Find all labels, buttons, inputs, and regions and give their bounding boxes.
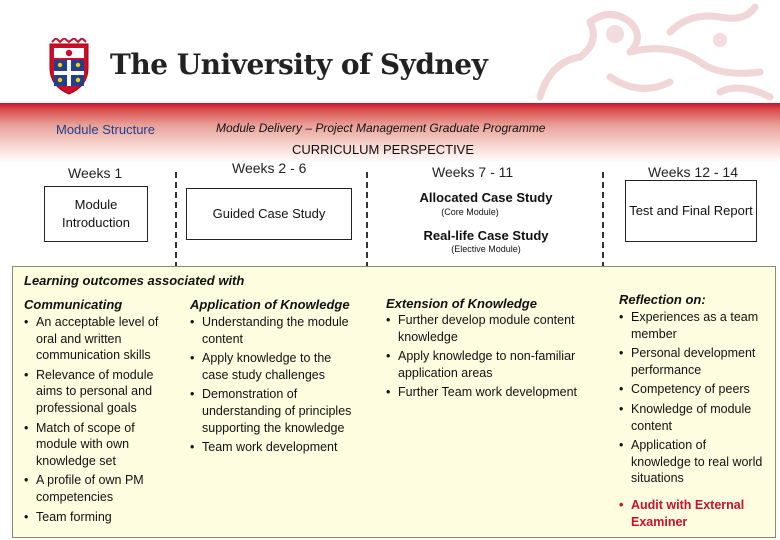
curriculum-perspective-heading: CURRICULUM PERSPECTIVE xyxy=(292,142,475,157)
module-introduction-label: Module Introduction xyxy=(62,197,130,230)
weeks-7-11-label: Weeks 7 - 11 xyxy=(432,164,514,180)
list-item: • Understanding the module content xyxy=(190,314,360,347)
list-item: • Team work development xyxy=(190,439,360,456)
module-introduction-box xyxy=(44,186,148,242)
list-item: • Apply knowledge to the case study challenges xyxy=(190,350,360,383)
weeks-1-label: Weeks 1 xyxy=(68,165,123,181)
list-item: • Apply knowledge to non-familiar application areas xyxy=(386,348,596,381)
guided-case-study-box xyxy=(186,188,352,240)
list-item: • Further Team work development xyxy=(386,384,596,401)
university-banner xyxy=(0,0,780,103)
extension-of-knowledge-list xyxy=(386,312,596,401)
list-item: • Knowledge of module content xyxy=(619,401,769,434)
university-name: The University of Sydney xyxy=(110,48,488,81)
list-item: • An acceptable level of oral and written communication skills xyxy=(24,314,174,364)
list-item: • Team forming xyxy=(24,509,174,526)
list-item: • Relevance of module aims to personal and professional goals xyxy=(24,367,174,417)
university-crest-icon xyxy=(44,38,94,96)
list-item: • Competency of peers xyxy=(619,381,769,398)
list-item: • Application of knowledge to real world situations xyxy=(619,437,769,487)
test-final-report-box xyxy=(625,180,757,242)
core-module-note: (Core Module) xyxy=(441,207,499,217)
elective-module-note: (Elective Module) xyxy=(451,244,521,254)
list-item: • Experiences as a team member xyxy=(619,309,769,342)
weeks-2-6-label: Weeks 2 - 6 xyxy=(232,160,307,176)
audit-external-examiner-item: • Audit with External Examiner xyxy=(619,497,769,530)
lion-watermark-icon xyxy=(520,2,780,103)
list-item: • Personal development performance xyxy=(619,345,769,378)
extension-of-knowledge-title: Extension of Knowledge xyxy=(386,296,537,311)
allocated-case-study-label: Allocated Case Study xyxy=(419,190,553,205)
application-of-knowledge-title: Application of Knowledge xyxy=(190,297,350,312)
weeks-12-14-label: Weeks 12 - 14 xyxy=(648,164,739,180)
list-item: • Further develop module content knowledge xyxy=(386,312,596,345)
module-delivery-title: Module Delivery – Project Management Graduate Programme xyxy=(216,121,546,135)
communicating-title: Communicating xyxy=(24,297,123,312)
application-of-knowledge-list xyxy=(190,314,360,456)
list-item: • Demonstration of understanding of principles supporting the knowledge xyxy=(190,386,360,436)
real-life-case-study-label: Real-life Case Study xyxy=(423,228,549,243)
list-item: • A profile of own PM competencies xyxy=(24,472,174,505)
learning-outcomes-title: Learning outcomes associated with xyxy=(24,273,245,288)
test-final-report-label: Test and Final Report xyxy=(629,203,753,218)
communicating-list xyxy=(24,314,174,525)
reflection-on-title: Reflection on: xyxy=(619,292,706,307)
reflection-on-list xyxy=(619,309,769,530)
module-structure-label: Module Structure xyxy=(56,122,155,137)
guided-case-study-label: Guided Case Study xyxy=(212,206,326,221)
list-item: • Match of scope of module with own knowledge set xyxy=(24,420,174,470)
